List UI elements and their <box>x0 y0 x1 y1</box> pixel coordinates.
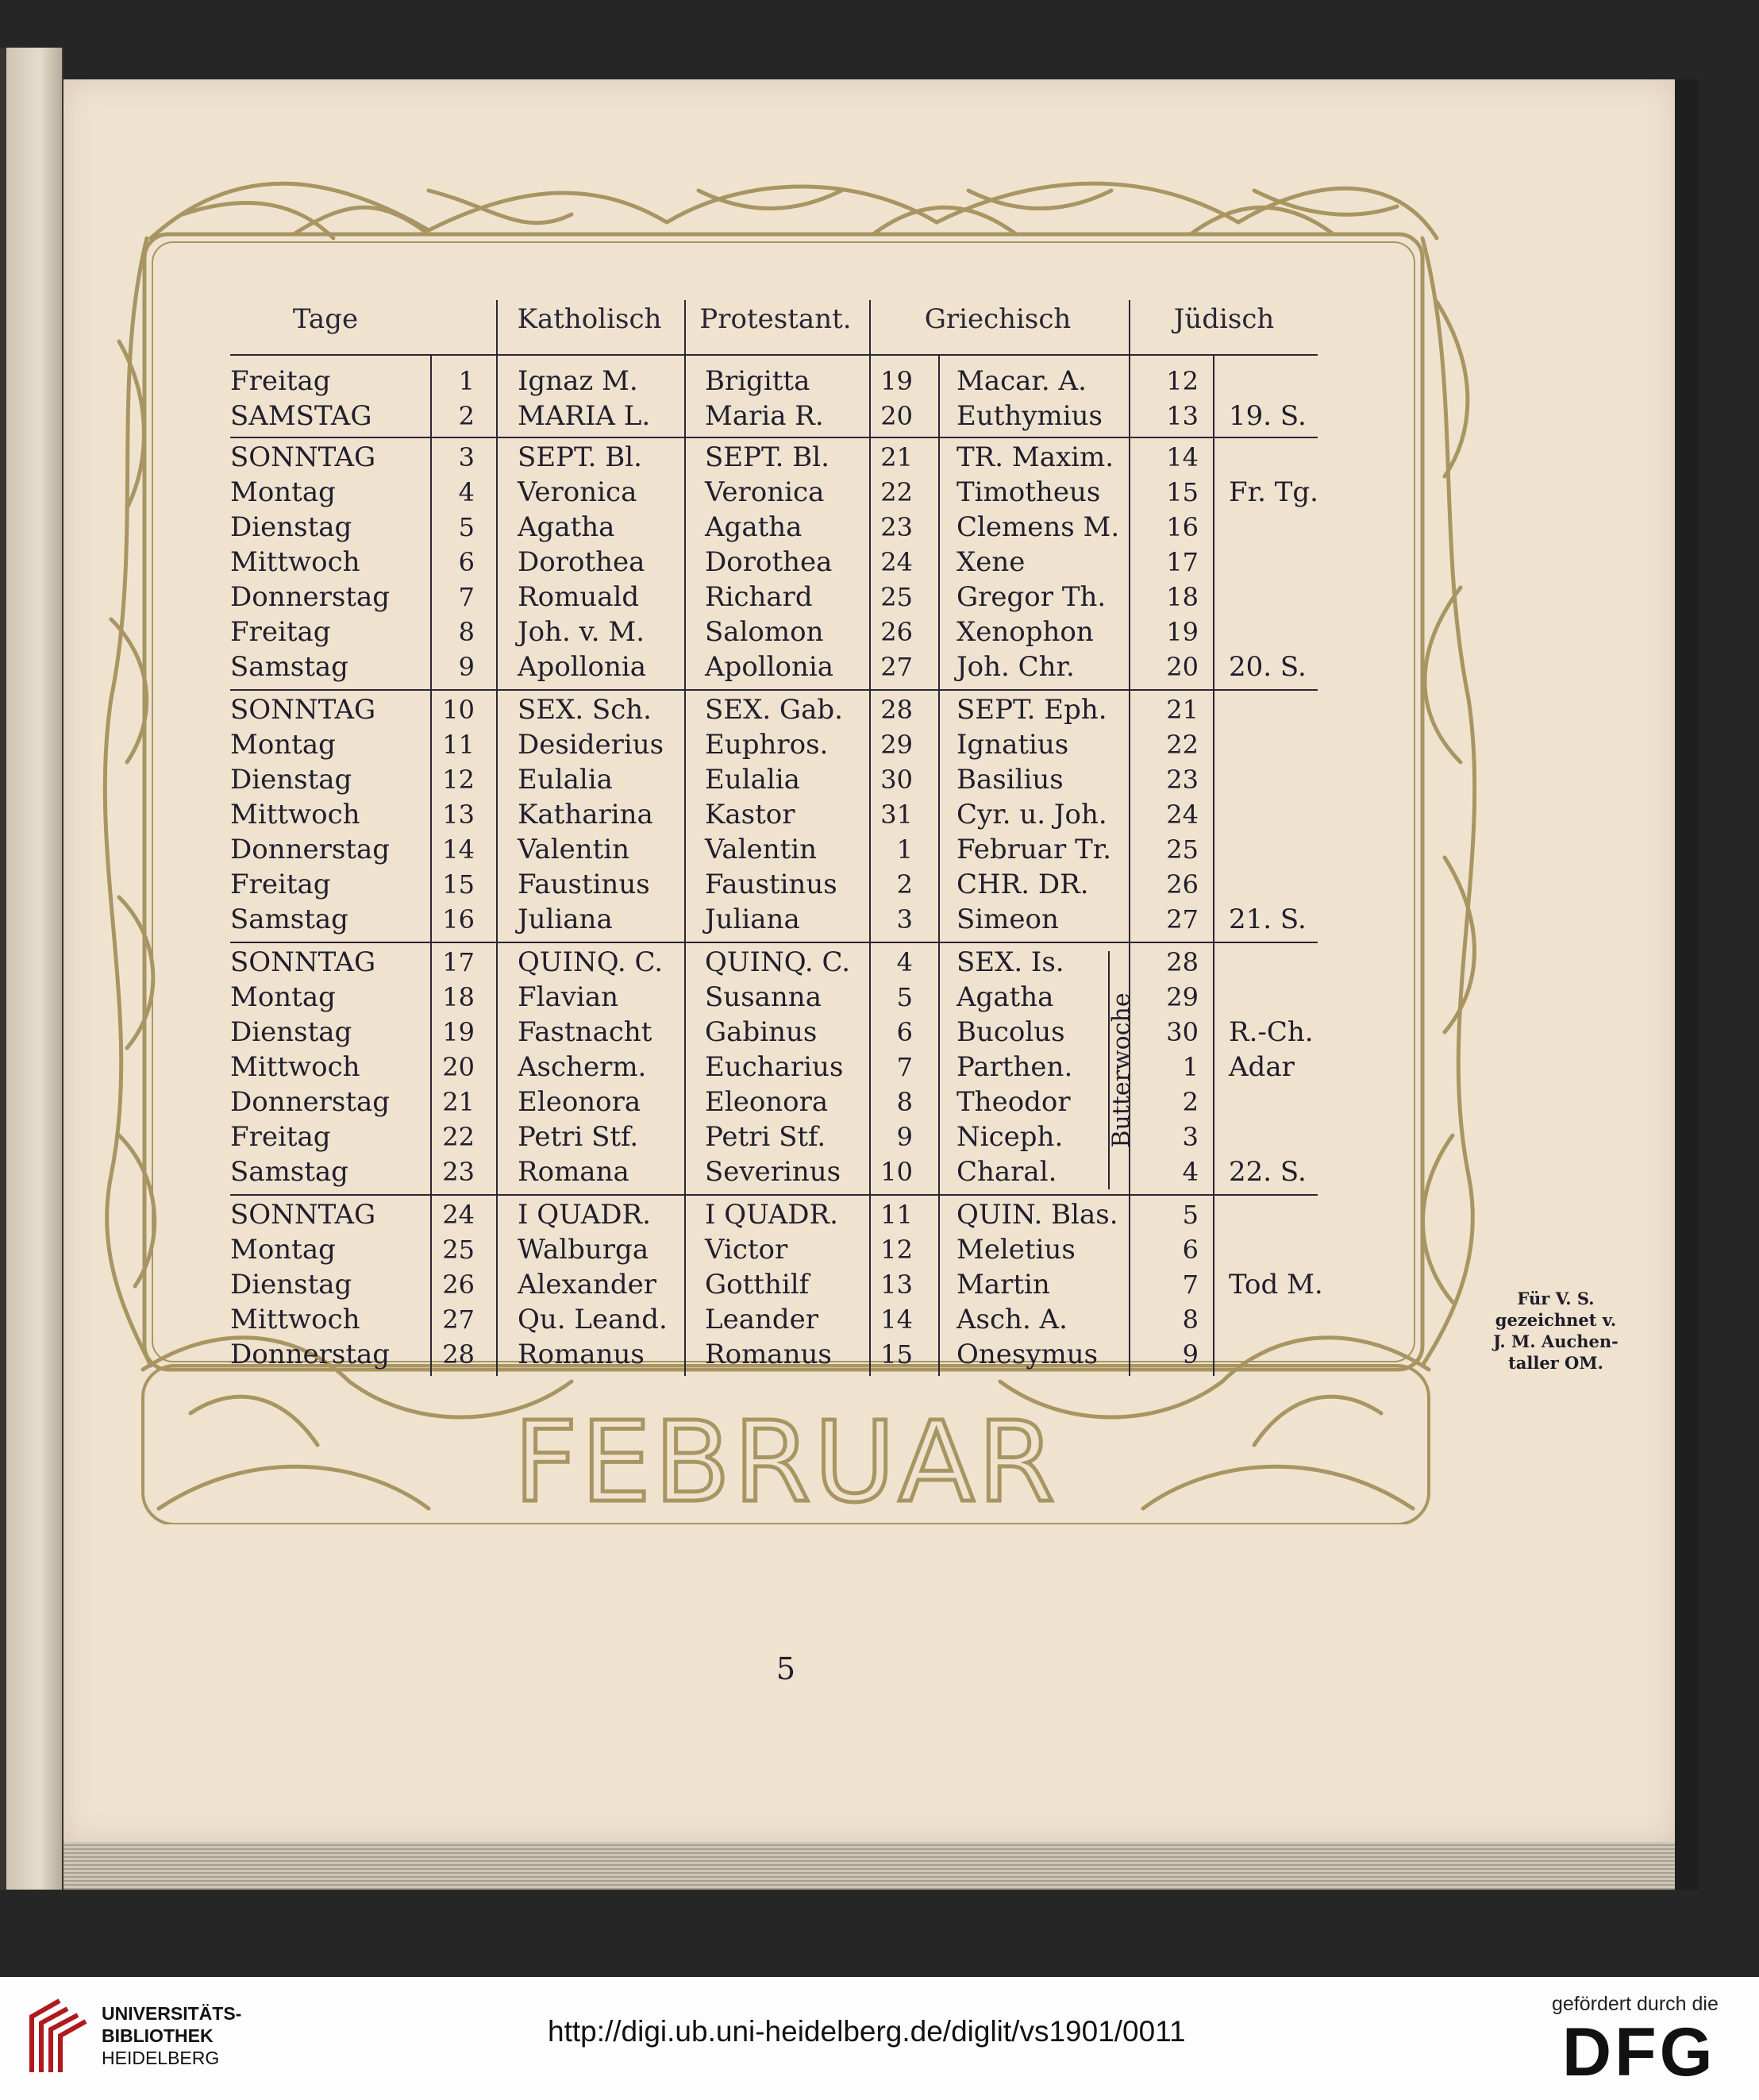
cell-jdd: 14 <box>1166 442 1199 472</box>
calendar-row <box>222 649 1326 684</box>
cell-grn: Xene <box>956 546 1026 578</box>
cell-date: 22 <box>442 1122 475 1152</box>
calendar-row <box>222 692 1326 727</box>
cell-grn: Asch. A. <box>956 1304 1068 1335</box>
cell-date: 23 <box>442 1157 475 1187</box>
cell-grn: Charal. <box>956 1156 1057 1188</box>
cell-prot: Kastor <box>705 799 795 830</box>
cell-kath: QUINQ. C. <box>518 946 664 978</box>
cell-jdn: R.-Ch. <box>1229 1016 1314 1048</box>
calendar-row <box>222 1232 1326 1267</box>
cell-date: 15 <box>442 869 475 900</box>
cell-grd: 9 <box>896 1122 913 1152</box>
cell-grn: Februar Tr. <box>956 834 1112 865</box>
library-line: HEIDELBERG <box>102 2048 220 2068</box>
cell-kath: Romana <box>518 1156 629 1188</box>
calendar-row <box>222 1197 1326 1232</box>
cell-grd: 6 <box>896 1017 913 1047</box>
cell-grd: 26 <box>880 617 913 647</box>
cell-day: Donnerstag <box>230 1086 391 1118</box>
cell-kath: Romanus <box>518 1339 645 1370</box>
cell-jdd: 2 <box>1182 1087 1199 1117</box>
cell-grn: Parthen. <box>956 1051 1073 1083</box>
cell-jdd: 13 <box>1166 401 1199 431</box>
cell-day: SAMSTAG <box>230 400 372 432</box>
cell-jdd: 18 <box>1166 582 1199 612</box>
calendar-row <box>222 364 1326 399</box>
credit-line: Für V. S. <box>1517 1289 1595 1308</box>
calendar-row <box>222 980 1326 1015</box>
cell-day: Freitag <box>230 365 331 397</box>
cell-jdd: 17 <box>1166 547 1199 577</box>
cell-jdd: 6 <box>1182 1235 1199 1265</box>
cell-day: SONNTAG <box>230 946 376 978</box>
designer-credit <box>1492 1288 1619 1374</box>
week-rule <box>230 942 1318 943</box>
cell-kath: Apollonia <box>518 651 647 683</box>
cell-date: 3 <box>458 442 475 472</box>
cell-jdd: 9 <box>1182 1339 1199 1370</box>
header-rule <box>230 354 1318 356</box>
cell-kath: Katharina <box>518 799 653 830</box>
cell-grn: Niceph. <box>956 1121 1064 1153</box>
cell-date: 12 <box>442 765 475 795</box>
cell-grn: Euthymius <box>956 400 1103 432</box>
cell-prot: Euphros. <box>705 729 829 761</box>
cell-date: 6 <box>458 547 475 577</box>
cell-jdn: 20. S. <box>1229 651 1307 683</box>
cell-jdd: 19 <box>1166 617 1199 647</box>
cell-kath: Eulalia <box>518 764 613 796</box>
footer-bar <box>0 1977 1759 2100</box>
header-juedisch: Jüdisch <box>1173 303 1275 335</box>
cell-grd: 3 <box>896 904 913 934</box>
cell-grd: 2 <box>896 869 913 900</box>
cell-date: 4 <box>458 477 475 507</box>
book-left-edge <box>0 48 64 1890</box>
calendar-row <box>222 1015 1326 1050</box>
cell-grd: 4 <box>896 947 913 977</box>
cell-prot: Juliana <box>705 904 800 935</box>
calendar-row <box>222 867 1326 902</box>
cell-prot: Gabinus <box>705 1016 818 1048</box>
cell-date: 13 <box>442 800 475 830</box>
calendar-table <box>222 300 1326 1376</box>
library-name[interactable] <box>102 2002 241 2069</box>
cell-jdd: 30 <box>1166 1017 1199 1047</box>
cell-jdd: 15 <box>1166 477 1199 507</box>
cell-kath: Veronica <box>518 476 637 508</box>
cell-day: Montag <box>230 1234 336 1266</box>
cell-grd: 30 <box>880 765 913 795</box>
calendar-row <box>222 440 1326 475</box>
cell-grd: 11 <box>880 1200 913 1230</box>
cell-kath: SEX. Sch. <box>518 694 652 726</box>
cell-prot: Faustinus <box>705 869 837 900</box>
page-number: 5 <box>776 1651 796 1686</box>
cell-grd: 19 <box>880 366 913 396</box>
cell-jdd: 20 <box>1166 652 1199 682</box>
cell-day: Mittwoch <box>230 1051 360 1083</box>
cell-kath: Alexander <box>518 1269 657 1300</box>
cell-day: Mittwoch <box>230 799 360 830</box>
cell-kath: Faustinus <box>518 869 650 900</box>
calendar-row <box>222 475 1326 510</box>
cell-day: Montag <box>230 981 336 1013</box>
cell-grd: 5 <box>896 982 913 1012</box>
cell-prot: SEPT. Bl. <box>705 441 829 473</box>
cell-grn: Ignatius <box>956 729 1069 761</box>
cell-grn: Meletius <box>956 1234 1076 1266</box>
cell-kath: Ascherm. <box>518 1051 647 1083</box>
cell-grn: Macar. A. <box>956 365 1087 397</box>
cell-jdd: 21 <box>1166 695 1199 725</box>
cell-jdd: 4 <box>1182 1157 1199 1187</box>
cell-day: Samstag <box>230 904 348 935</box>
calendar-row <box>222 510 1326 545</box>
cell-jdd: 27 <box>1166 904 1199 934</box>
calendar-row <box>222 1337 1326 1372</box>
cell-grn: Simeon <box>956 904 1059 935</box>
cell-date: 26 <box>442 1270 475 1300</box>
cell-day: Samstag <box>230 651 348 683</box>
credit-line: gezeichnet v. <box>1495 1310 1617 1330</box>
cell-jdd: 3 <box>1182 1122 1199 1152</box>
header-griechisch: Griechisch <box>924 303 1072 335</box>
cell-grn: CHR. DR. <box>956 869 1089 900</box>
cell-prot: Petri Stf. <box>705 1121 826 1153</box>
calendar-row <box>222 1119 1326 1154</box>
cell-kath: Ignaz M. <box>518 365 638 397</box>
week-rule <box>230 689 1318 691</box>
cell-date: 28 <box>442 1339 475 1370</box>
cell-day: Freitag <box>230 869 331 900</box>
cell-kath: I QUADR. <box>518 1199 651 1231</box>
cell-grd: 10 <box>880 1157 913 1187</box>
cell-date: 1 <box>458 366 475 396</box>
cell-date: 11 <box>442 730 475 760</box>
calendar-row <box>222 545 1326 580</box>
cell-grn: Clemens M. <box>956 511 1120 543</box>
cell-day: Dienstag <box>230 1269 352 1300</box>
header-tage: Tage <box>292 303 359 335</box>
cell-grn: Agatha <box>956 981 1054 1013</box>
cell-prot: Valentin <box>705 834 818 865</box>
cell-prot: Gotthilf <box>705 1269 810 1300</box>
cell-jdn: Tod M. <box>1229 1269 1323 1300</box>
cell-day: Montag <box>230 476 336 508</box>
calendar-row <box>222 727 1326 762</box>
cell-date: 5 <box>458 512 475 542</box>
cell-grn: Xenophon <box>956 616 1094 648</box>
cell-grn: Joh. Chr. <box>956 651 1075 683</box>
cell-grd: 20 <box>880 401 913 431</box>
cell-date: 7 <box>458 582 475 612</box>
cell-day: Dienstag <box>230 764 352 796</box>
cell-prot: Severinus <box>705 1156 841 1188</box>
cell-prot: Brigitta <box>705 365 810 397</box>
cell-grd: 25 <box>880 582 913 612</box>
cell-date: 19 <box>442 1017 475 1047</box>
calendar-row <box>222 1050 1326 1085</box>
cell-kath: Joh. v. M. <box>518 616 645 648</box>
cell-day: Mittwoch <box>230 1304 360 1335</box>
cell-jdd: 8 <box>1182 1304 1199 1335</box>
cell-grd: 8 <box>896 1087 913 1117</box>
cell-prot: Veronica <box>705 476 825 508</box>
cell-prot: Agatha <box>705 511 803 543</box>
cell-jdn: 19. S. <box>1229 400 1307 432</box>
cell-jdd: 28 <box>1166 947 1199 977</box>
cell-kath: Qu. Leand. <box>518 1304 668 1335</box>
permalink-url[interactable]: http://digi.ub.uni-heidelberg.de/diglit/vs1901/0011 <box>548 2015 1186 2048</box>
cell-grd: 12 <box>880 1235 913 1265</box>
calendar-row <box>222 797 1326 832</box>
cell-date: 24 <box>442 1200 475 1230</box>
cell-jdd: 16 <box>1166 512 1199 542</box>
calendar-row <box>222 1085 1326 1119</box>
calendar-row <box>222 832 1326 867</box>
cell-prot: SEX. Gab. <box>705 694 843 726</box>
cell-prot: Leander <box>705 1304 819 1335</box>
cell-day: SONNTAG <box>230 694 376 726</box>
cell-day: SONNTAG <box>230 441 376 473</box>
cell-date: 2 <box>458 401 475 431</box>
calendar-row <box>222 615 1326 649</box>
cell-grn: SEX. Is. <box>956 946 1064 978</box>
cell-grn: Cyr. u. Joh. <box>956 799 1107 830</box>
cell-grd: 31 <box>880 800 913 830</box>
cell-grd: 7 <box>896 1052 913 1082</box>
cell-grn: Basilius <box>956 764 1064 796</box>
cell-prot: Romanus <box>705 1339 832 1370</box>
cell-prot: Susanna <box>705 981 822 1013</box>
cell-jdd: 29 <box>1166 982 1199 1012</box>
cell-kath: Desiderius <box>518 729 664 761</box>
calendar-row <box>222 580 1326 615</box>
cell-jdn: Adar <box>1229 1051 1295 1083</box>
cell-day: Freitag <box>230 616 331 648</box>
cell-grd: 23 <box>880 512 913 542</box>
cell-day: Montag <box>230 729 336 761</box>
cell-grd: 29 <box>880 730 913 760</box>
cell-date: 9 <box>458 652 475 682</box>
cell-date: 16 <box>442 904 475 934</box>
cell-jdd: 5 <box>1182 1200 1199 1230</box>
butterwoche-label: Butterwoche <box>1107 992 1136 1148</box>
cell-kath: Walburga <box>518 1234 649 1266</box>
calendar-row <box>222 945 1326 980</box>
cell-kath: Petri Stf. <box>518 1121 639 1153</box>
dfg-logo[interactable]: DFG <box>1562 2014 1716 2090</box>
cell-grn: Timotheus <box>956 476 1101 508</box>
cell-kath: Romuald <box>518 581 640 613</box>
library-line: BIBLIOTHEK <box>102 2025 214 2046</box>
cell-grd: 21 <box>880 442 913 472</box>
cell-day: Samstag <box>230 1156 348 1188</box>
cell-prot: Eucharius <box>705 1051 844 1083</box>
cell-day: Donnerstag <box>230 581 391 613</box>
cell-prot: Victor <box>705 1234 788 1266</box>
cell-kath: Eleonora <box>518 1086 641 1118</box>
cell-grn: TR. Maxim. <box>956 441 1114 473</box>
library-line: UNIVERSITÄTS- <box>102 2003 242 2024</box>
cell-prot: QUINQ. C. <box>705 946 851 978</box>
calendar-row <box>222 399 1326 433</box>
cell-grd: 28 <box>880 695 913 725</box>
cell-date: 14 <box>442 834 475 865</box>
calendar-row <box>222 762 1326 797</box>
cell-grd: 1 <box>896 834 913 865</box>
cell-grn: SEPT. Eph. <box>956 694 1107 726</box>
cell-date: 20 <box>442 1052 475 1082</box>
cell-day: Donnerstag <box>230 1339 391 1370</box>
cell-date: 8 <box>458 617 475 647</box>
cell-prot: Dorothea <box>705 546 833 578</box>
cell-jdd: 1 <box>1182 1052 1199 1082</box>
calendar-row <box>222 1154 1326 1189</box>
cell-grd: 24 <box>880 547 913 577</box>
cell-jdd: 26 <box>1166 869 1199 900</box>
header-katholisch: Katholisch <box>517 303 662 335</box>
cell-grn: Onesymus <box>956 1339 1099 1370</box>
cell-date: 17 <box>442 947 475 977</box>
cell-jdd: 22 <box>1166 730 1199 760</box>
funding-caption: gefördert durch die <box>1552 1993 1719 2015</box>
cell-kath: SEPT. Bl. <box>518 441 642 473</box>
cell-date: 18 <box>442 982 475 1012</box>
cell-kath: Agatha <box>518 511 615 543</box>
cell-jdd: 24 <box>1166 800 1199 830</box>
calendar-row <box>222 902 1326 937</box>
cell-grd: 14 <box>880 1304 913 1335</box>
cell-prot: Maria R. <box>705 400 824 432</box>
cell-kath: Dorothea <box>518 546 645 578</box>
cell-day: SONNTAG <box>230 1199 376 1231</box>
cell-kath: Flavian <box>518 981 618 1013</box>
cell-date: 25 <box>442 1235 475 1265</box>
cell-grd: 22 <box>880 477 913 507</box>
cell-prot: Richard <box>705 581 813 613</box>
cell-prot: Salomon <box>705 616 824 648</box>
cell-grn: QUIN. Blas. <box>956 1199 1118 1231</box>
cell-grd: 27 <box>880 652 913 682</box>
cell-grn: Martin <box>956 1269 1050 1300</box>
cell-grn: Theodor <box>956 1086 1071 1118</box>
cell-prot: I QUADR. <box>705 1199 838 1231</box>
cell-jdd: 12 <box>1166 366 1199 396</box>
cell-kath: Valentin <box>518 834 630 865</box>
credit-line: taller OM. <box>1508 1353 1603 1373</box>
cell-prot: Apollonia <box>705 651 834 683</box>
cell-prot: Eleonora <box>705 1086 829 1118</box>
cell-day: Dienstag <box>230 1016 352 1048</box>
cell-day: Mittwoch <box>230 546 360 578</box>
cell-day: Dienstag <box>230 511 352 543</box>
cell-date: 10 <box>442 695 475 725</box>
cell-date: 27 <box>442 1304 475 1335</box>
cell-day: Freitag <box>230 1121 331 1153</box>
cell-jdd: 7 <box>1182 1270 1199 1300</box>
cell-kath: Fastnacht <box>518 1016 652 1048</box>
ub-heidelberg-logo-icon[interactable] <box>24 1993 91 2080</box>
cell-kath: MARIA L. <box>518 400 651 432</box>
cell-jdn: 21. S. <box>1229 904 1307 935</box>
cell-prot: Eulalia <box>705 764 800 796</box>
cell-jdn: 22. S. <box>1229 1156 1307 1188</box>
calendar-row <box>222 1267 1326 1302</box>
month-title: FEBRUAR <box>514 1398 1058 1524</box>
cell-grn: Bucolus <box>956 1016 1065 1048</box>
cell-jdd: 23 <box>1166 765 1199 795</box>
cell-day: Donnerstag <box>230 834 391 865</box>
cell-date: 21 <box>442 1087 475 1117</box>
cell-jdd: 25 <box>1166 834 1199 865</box>
header-protestant: Protestant. <box>699 303 852 335</box>
cell-grd: 13 <box>880 1270 913 1300</box>
week-rule <box>230 1194 1318 1196</box>
book-right-shadow <box>1675 79 1699 1890</box>
week-rule <box>230 437 1318 438</box>
page-stack-edge <box>64 1842 1675 1890</box>
cell-kath: Juliana <box>518 904 613 935</box>
cell-jdn: Fr. Tg. <box>1229 476 1318 508</box>
cell-grd: 15 <box>880 1339 913 1370</box>
cell-grn: Gregor Th. <box>956 581 1107 613</box>
calendar-row <box>222 1302 1326 1337</box>
credit-line: J. M. Auchen- <box>1493 1331 1619 1351</box>
